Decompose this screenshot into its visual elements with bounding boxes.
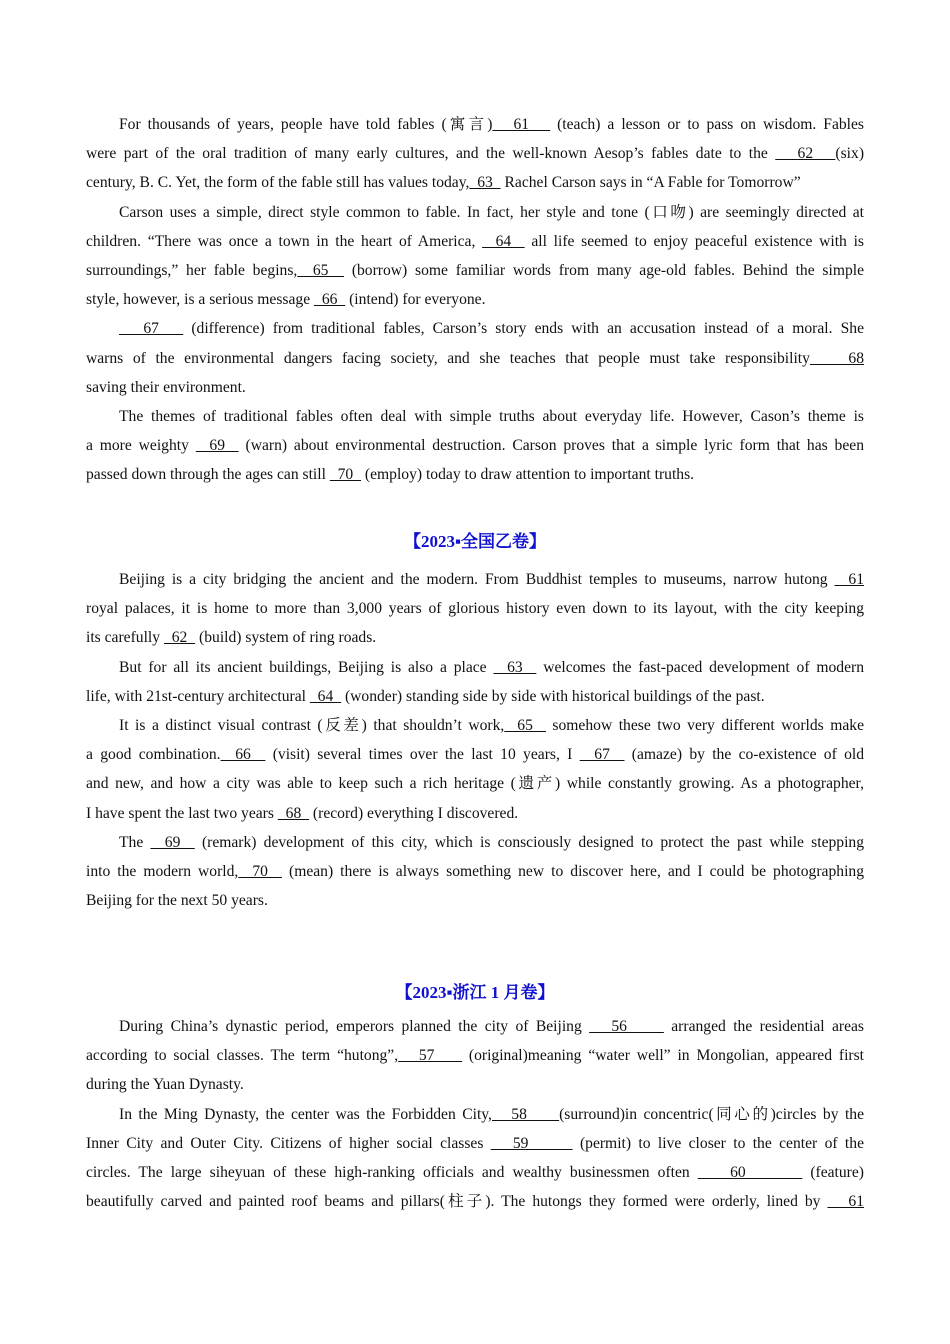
- passage-text: (warn) about environmental destruction. Carson proves that a simple lyric form that has been: [238, 437, 864, 455]
- answer-blank: 68: [277, 804, 310, 822]
- text-line: [86, 623, 864, 652]
- passage-text: (teach) a lesson or to pass on wisdom. Fables: [550, 116, 864, 133]
- section-heading: 【2023▪浙江 1 月卷】: [395, 983, 555, 1002]
- paragraph: [86, 402, 864, 490]
- passage-text: a more weighty: [86, 437, 196, 455]
- text-line: [86, 594, 864, 623]
- answer-blank: 69: [195, 437, 239, 455]
- passage-text: The themes of traditional fables often deal with simple truths about everyday life. However, Cason’s theme is: [119, 407, 864, 425]
- text-line: [86, 373, 864, 402]
- text-line: [86, 344, 864, 373]
- passage-text: all life seemed to enjoy peaceful existence with is: [524, 232, 864, 250]
- passage-text: beautifully carved and painted roof beams and pillars(柱子). The hutongs they formed were orderly, lined by: [86, 1193, 828, 1211]
- paragraph: [86, 653, 864, 711]
- passage: [86, 1012, 864, 1216]
- passage-text: (difference) from traditional fables, Carson’s story ends with an accusation instead of a moral. She: [183, 320, 864, 338]
- text-line: [86, 711, 864, 740]
- answer-blank: 63: [493, 658, 537, 676]
- passage-text: (feature): [802, 1163, 864, 1181]
- text-line: [86, 1070, 864, 1099]
- passage-text: (borrow) some familiar words from many age-old fables. Behind the simple: [344, 261, 864, 279]
- passage-text: (intend) for everyone.: [345, 291, 486, 309]
- text-line: [86, 460, 864, 489]
- text-line: [86, 314, 864, 343]
- paragraph: [86, 828, 864, 916]
- text-line: [86, 565, 864, 594]
- paragraph: [86, 1012, 864, 1100]
- text-line: [86, 857, 864, 886]
- passage-text: surroundings,” her fable begins,: [86, 261, 298, 279]
- text-line: [86, 139, 864, 168]
- passage-text: and new, and how a city was able to keep such a rich heritage (遗产) while constantly growing. As a photographer,: [86, 775, 864, 793]
- answer-blank: 70: [329, 466, 362, 484]
- text-line: [86, 1012, 864, 1041]
- passage-text: somehow these two very different worlds make: [545, 716, 864, 734]
- answer-blank: 64: [482, 232, 525, 250]
- passage-text: welcomes the fast-paced development of modern: [536, 658, 864, 676]
- text-line: [86, 653, 864, 682]
- text-line: [86, 799, 864, 828]
- text-line: [86, 110, 864, 139]
- passage: [86, 565, 864, 915]
- answer-blank: 64: [309, 687, 342, 705]
- answer-blank: 62: [775, 145, 836, 163]
- passage-text: were part of the oral tradition of many early cultures, and the well-known Aesop’s fables date to the: [86, 145, 776, 163]
- passage-text: (six): [835, 145, 865, 163]
- passage-text: (original)meaning “water well” in Mongolian, appeared first: [462, 1047, 865, 1065]
- text-line: [86, 1100, 864, 1129]
- paragraph: [86, 314, 864, 402]
- passage-text: Beijing for the next 50 years.: [86, 892, 268, 910]
- text-line: [86, 1187, 864, 1216]
- passage-text: a good combination.: [86, 746, 221, 764]
- passage-text: royal palaces, it is home to more than 3,000 years of glorious history even down to its layout, with the city keeping: [86, 600, 864, 618]
- passage-text: (build) system of ring roads.: [195, 629, 377, 647]
- passage-text: (mean) there is always something new to discover here, and I could be photographing: [281, 862, 864, 880]
- answer-blank: 70: [238, 862, 282, 880]
- passage-text: passed down through the ages can still: [86, 466, 330, 484]
- text-line: [86, 285, 864, 314]
- passage-text: arranged the residential areas: [663, 1018, 864, 1035]
- answer-blank: 66: [220, 746, 266, 764]
- passage-text: children. “There was once a town in the heart of America,: [86, 232, 483, 250]
- passage-text: during the Yuan Dynasty.: [86, 1076, 244, 1094]
- answer-blank: 66: [314, 291, 346, 309]
- passage: [86, 110, 864, 489]
- passage-text: (permit) to live closer to the center of the: [572, 1134, 864, 1152]
- passage-text: (employ) today to draw attention to important truths.: [361, 466, 695, 484]
- passage-text: (amaze) by the co-existence of old: [624, 746, 865, 764]
- passage-text: (surround)in concentric(同心的)circles by the: [559, 1105, 864, 1123]
- answer-blank: 69: [150, 833, 195, 851]
- text-line: [86, 769, 864, 798]
- text-line: [86, 1129, 864, 1158]
- text-line: [86, 431, 864, 460]
- passage-text: In the Ming Dynasty, the center was the Forbidden City,: [119, 1105, 492, 1123]
- text-line: [86, 886, 864, 915]
- answer-blank: 68: [809, 349, 864, 367]
- passage-text: style, however, is a serious message: [86, 291, 315, 309]
- answer-blank: 67: [579, 746, 625, 764]
- text-line: [86, 1041, 864, 1070]
- text-line: [86, 168, 864, 197]
- answer-blank: 67: [119, 320, 184, 338]
- paragraph: [86, 1100, 864, 1217]
- passage-text: Inner City and Outer City. Citizens of higher social classes: [86, 1134, 491, 1152]
- passage-text: (remark) development of this city, which is consciously designed to protect the past while stepping: [194, 833, 865, 851]
- answer-blank: 60: [697, 1163, 803, 1181]
- answer-blank: 62: [163, 629, 196, 647]
- text-line: [86, 198, 864, 227]
- answer-blank: 58: [491, 1105, 560, 1123]
- passage-text: into the modern world,: [86, 862, 239, 880]
- passage-text: It is a distinct visual contrast (反差) that shouldn’t work,: [119, 716, 505, 734]
- answer-blank: 63: [469, 174, 501, 192]
- paragraph: [86, 565, 864, 653]
- passage-text: But for all its ancient buildings, Beijing is also a place: [119, 658, 494, 676]
- text-line: [86, 227, 864, 256]
- answer-blank: 56: [589, 1018, 664, 1035]
- passage-text: its carefully: [86, 629, 164, 647]
- passage-text: warns of the environmental dangers facing society, and she teaches that people must take responsibility: [86, 349, 810, 367]
- text-line: [86, 740, 864, 769]
- text-line: [86, 1158, 864, 1187]
- answer-blank: 65: [297, 261, 345, 279]
- passage-text: Beijing is a city bridging the ancient and the modern. From Buddhist temples to museums, narrow hutong: [119, 571, 835, 588]
- text-line: [86, 402, 864, 431]
- answer-blank: 57: [398, 1047, 462, 1065]
- answer-blank: 61: [834, 571, 865, 588]
- passage-text: The: [119, 833, 151, 851]
- passage-text: Rachel Carson says in “A Fable for Tomorrow”: [500, 174, 801, 192]
- passage-text: circles. The large siheyuan of these high-ranking officials and wealthy businessmen often: [86, 1163, 698, 1181]
- answer-blank: 61: [827, 1193, 864, 1211]
- section-heading: 【2023▪全国乙卷】: [403, 532, 547, 551]
- passage-text: century, B. C. Yet, the form of the fable still has values today,: [86, 174, 470, 192]
- paragraph: [86, 711, 864, 828]
- passage-text: (record) everything I discovered.: [309, 804, 519, 822]
- passage-text: life, with 21st-century architectural: [86, 687, 310, 705]
- passage-text: For thousands of years, people have told fables (寓言): [119, 116, 493, 133]
- text-line: [86, 256, 864, 285]
- answer-blank: 59: [490, 1134, 573, 1152]
- answer-blank: 61: [492, 116, 551, 133]
- paragraph: [86, 110, 864, 198]
- passage-text: according to social classes. The term “hutong”,: [86, 1047, 399, 1065]
- text-line: [86, 682, 864, 711]
- passage-text: (wonder) standing side by side with historical buildings of the past.: [341, 687, 765, 705]
- passage-text: (visit) several times over the last 10 years, I: [265, 746, 580, 764]
- text-line: [86, 828, 864, 857]
- passage-text: During China’s dynastic period, emperors planned the city of Beijing: [119, 1018, 590, 1035]
- paragraph: [86, 198, 864, 315]
- answer-blank: 65: [504, 716, 546, 734]
- passage-text: saving their environment.: [86, 378, 246, 396]
- passage-text: I have spent the last two years: [86, 804, 278, 822]
- passage-text: Carson uses a simple, direct style common to fable. In fact, her style and tone (口吻) are seemingly directed at: [119, 203, 864, 221]
